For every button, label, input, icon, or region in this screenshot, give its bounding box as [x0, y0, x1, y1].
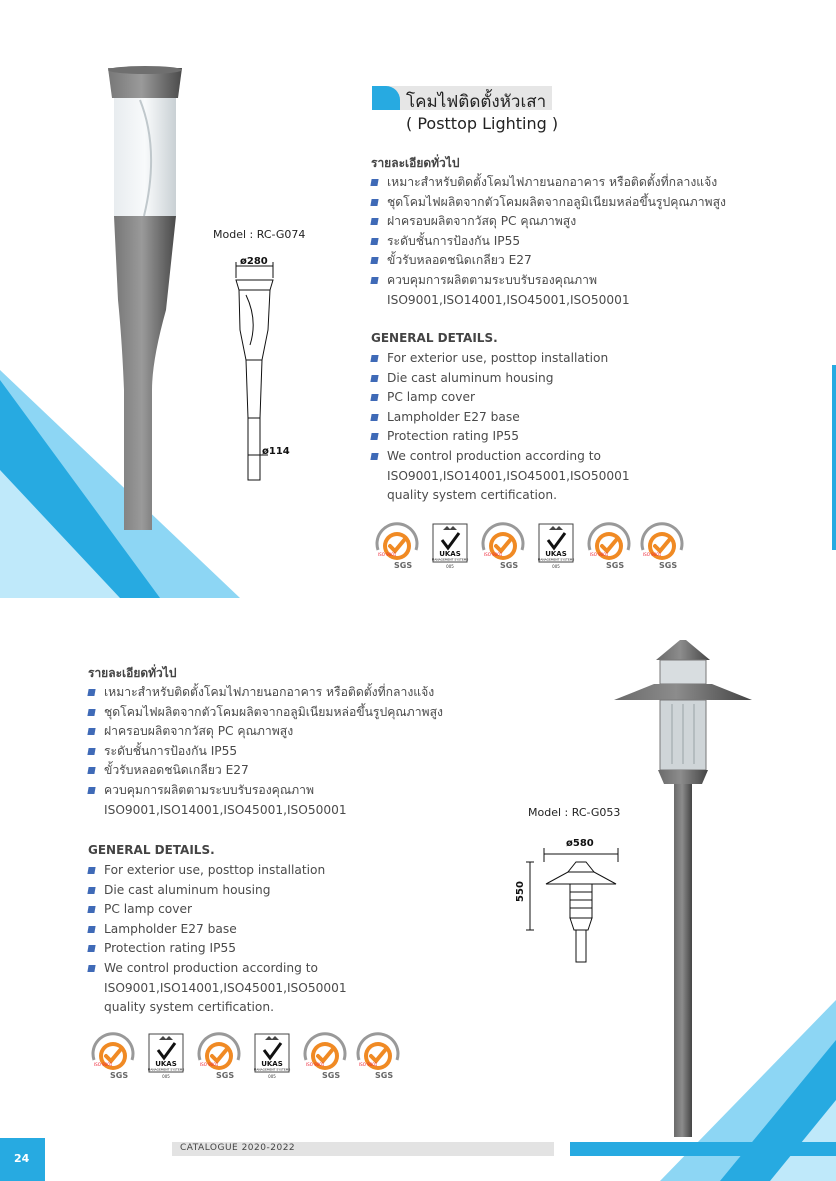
sgs-certification-logo	[353, 1030, 403, 1080]
list-item: เหมาะสำหรับติดตั้งโคมไฟภายนอกอาคาร หรือติดตั้งที่กลางแจ้ง	[88, 683, 443, 703]
spec-list-english	[371, 349, 630, 506]
list-item: เหมาะสำหรับติดตั้งโคมไฟภายนอกอาคาร หรือติดตั้งที่กลางแจ้ง	[371, 173, 726, 193]
list-item: We control production according to	[88, 959, 347, 979]
svg-text:ISO 9001: ISO 9001	[94, 1062, 113, 1067]
svg-text:SGS: SGS	[606, 561, 625, 570]
svg-text:ISO 9001: ISO 9001	[306, 1062, 325, 1067]
bullet-icon	[87, 965, 95, 972]
sgs-certification-logo	[88, 1030, 138, 1080]
sgs-certification-logo	[300, 1030, 350, 1080]
bullet-icon	[370, 179, 378, 186]
svg-text:SGS: SGS	[322, 1071, 341, 1080]
bullet-icon	[370, 453, 378, 460]
bullet-icon	[370, 355, 378, 362]
svg-text:MANAGEMENT SYSTEMS: MANAGEMENT SYSTEMS	[431, 557, 469, 562]
bullet-icon	[370, 218, 378, 225]
ukas-certification-logo	[531, 520, 581, 570]
svg-text:SGS: SGS	[110, 1071, 129, 1080]
list-item: Lampholder E27 base	[88, 920, 347, 940]
spec-list-english	[88, 861, 347, 1018]
list-item: For exterior use, posttop installation	[371, 349, 630, 369]
svg-text:ISO 9001: ISO 9001	[378, 552, 397, 557]
general-details-heading-thai: รายละเอียดทั่วไป	[88, 666, 177, 680]
svg-text:MANAGEMENT SYSTEMS: MANAGEMENT SYSTEMS	[537, 557, 575, 562]
list-item-continuation: quality system certification.	[387, 488, 557, 503]
svg-text:SGS: SGS	[375, 1071, 394, 1080]
list-item: Die cast aluminum housing	[371, 369, 630, 389]
svg-text:005: 005	[162, 1074, 170, 1079]
bullet-icon	[87, 926, 95, 933]
svg-text:005: 005	[446, 564, 454, 569]
bullet-icon	[87, 689, 95, 696]
svg-text:005: 005	[268, 1074, 276, 1079]
bullet-icon	[370, 238, 378, 245]
bullet-icon	[87, 887, 95, 894]
svg-text:ISO 9001: ISO 9001	[590, 552, 609, 557]
dimension-height: 550	[514, 881, 526, 902]
svg-text:UKAS: UKAS	[545, 550, 567, 558]
bullet-icon	[370, 414, 378, 421]
list-item: We control production according to	[371, 447, 630, 467]
svg-text:005: 005	[552, 564, 560, 569]
list-item-continuation: ISO9001,ISO14001,ISO45001,ISO50001	[387, 292, 630, 307]
list-item-continuation: quality system certification.	[104, 1000, 274, 1015]
list-item: Protection rating IP55	[371, 427, 630, 447]
bullet-icon	[370, 199, 378, 206]
svg-text:ISO 9001: ISO 9001	[200, 1062, 219, 1067]
sgs-certification-logo	[194, 1030, 244, 1080]
list-item: ขั้วรับหลอดชนิดเกลียว E27	[371, 251, 726, 271]
bullet-icon	[370, 257, 378, 264]
spec-list-thai	[88, 683, 443, 820]
list-item: ควบคุมการผลิตตามระบบรับรองคุณภาพ	[371, 271, 726, 291]
model-label-rc-g074: Model : RC-G074	[213, 228, 306, 241]
svg-text:ISO 9001: ISO 9001	[359, 1062, 378, 1067]
dimension-diameter-bottom: ø114	[262, 446, 290, 457]
bullet-icon	[87, 728, 95, 735]
sgs-certification-logo	[637, 520, 687, 570]
svg-text:SGS: SGS	[500, 561, 519, 570]
svg-text:SGS: SGS	[394, 561, 413, 570]
certification-logos-bottom	[88, 1030, 403, 1080]
list-item: ระดับชั้นการป้องกัน IP55	[88, 742, 443, 762]
bullet-icon	[87, 906, 95, 913]
ukas-certification-logo	[141, 1030, 191, 1080]
svg-text:UKAS: UKAS	[261, 1060, 283, 1068]
svg-text:ISO 9001: ISO 9001	[484, 552, 503, 557]
bullet-icon	[370, 375, 378, 382]
bullet-icon	[87, 748, 95, 755]
sgs-certification-logo	[478, 520, 528, 570]
bullet-icon	[87, 709, 95, 716]
model-label-rc-g053: Model : RC-G053	[528, 806, 621, 819]
svg-text:UKAS: UKAS	[155, 1060, 177, 1068]
list-item: ฝาครอบผลิตจากวัสดุ PC คุณภาพสูง	[88, 722, 443, 742]
certification-logos-top	[372, 520, 687, 570]
sgs-certification-logo	[372, 520, 422, 570]
dimension-drawing-rc-g053	[516, 832, 636, 967]
svg-text:MANAGEMENT SYSTEMS: MANAGEMENT SYSTEMS	[253, 1067, 291, 1072]
dimension-width: ø580	[566, 838, 594, 849]
bullet-icon	[87, 945, 95, 952]
list-item: ขั้วรับหลอดชนิดเกลียว E27	[88, 761, 443, 781]
list-item: ระดับชั้นการป้องกัน IP55	[371, 232, 726, 252]
svg-text:MANAGEMENT SYSTEMS: MANAGEMENT SYSTEMS	[147, 1067, 185, 1072]
bullet-icon	[87, 767, 95, 774]
page-title-thai: โคมไฟติดตั้งหัวเสา	[406, 92, 547, 112]
page-number: 24	[14, 1152, 30, 1165]
bullet-icon	[370, 277, 378, 284]
bullet-icon	[370, 433, 378, 440]
svg-text:ISO 9001: ISO 9001	[643, 552, 662, 557]
list-item-continuation: ISO9001,ISO14001,ISO45001,ISO50001	[104, 802, 347, 817]
ukas-certification-logo	[425, 520, 475, 570]
list-item-continuation: ISO9001,ISO14001,ISO45001,ISO50001	[104, 980, 347, 995]
list-item: ฝาครอบผลิตจากวัสดุ PC คุณภาพสูง	[371, 212, 726, 232]
list-item: ชุดโคมไฟผลิตจากตัวโคมผลิตจากอลูมิเนียมหล่อขึ้นรูปคุณภาพสูง	[371, 193, 726, 213]
svg-text:SGS: SGS	[216, 1071, 235, 1080]
general-details-heading-english: GENERAL DETAILS.	[371, 331, 498, 345]
bullet-icon	[87, 867, 95, 874]
svg-text:UKAS: UKAS	[439, 550, 461, 558]
list-item: PC lamp cover	[88, 900, 347, 920]
list-item: ชุดโคมไฟผลิตจากตัวโคมผลิตจากอลูมิเนียมหล่อขึ้นรูปคุณภาพสูง	[88, 703, 443, 723]
bullet-icon	[87, 787, 95, 794]
dimension-diameter-top: ø280	[240, 256, 268, 267]
list-item-continuation: ISO9001,ISO14001,ISO45001,ISO50001	[387, 468, 630, 483]
svg-text:SGS: SGS	[659, 561, 678, 570]
list-item: For exterior use, posttop installation	[88, 861, 347, 881]
list-item: Lampholder E27 base	[371, 408, 630, 428]
ukas-certification-logo	[247, 1030, 297, 1080]
general-details-heading-thai: รายละเอียดทั่วไป	[371, 156, 460, 170]
list-item: Protection rating IP55	[88, 939, 347, 959]
page-title-english: ( Posttop Lighting )	[406, 114, 559, 133]
list-item: ควบคุมการผลิตตามระบบรับรองคุณภาพ	[88, 781, 443, 801]
catalogue-label: CATALOGUE 2020-2022	[180, 1143, 296, 1153]
title-accent-icon	[372, 86, 400, 110]
bullet-icon	[370, 394, 378, 401]
list-item: PC lamp cover	[371, 388, 630, 408]
general-details-heading-english: GENERAL DETAILS.	[88, 843, 215, 857]
product-photo-rc-g074	[100, 60, 190, 530]
sgs-certification-logo	[584, 520, 634, 570]
spec-list-thai	[371, 173, 726, 310]
list-item: Die cast aluminum housing	[88, 881, 347, 901]
